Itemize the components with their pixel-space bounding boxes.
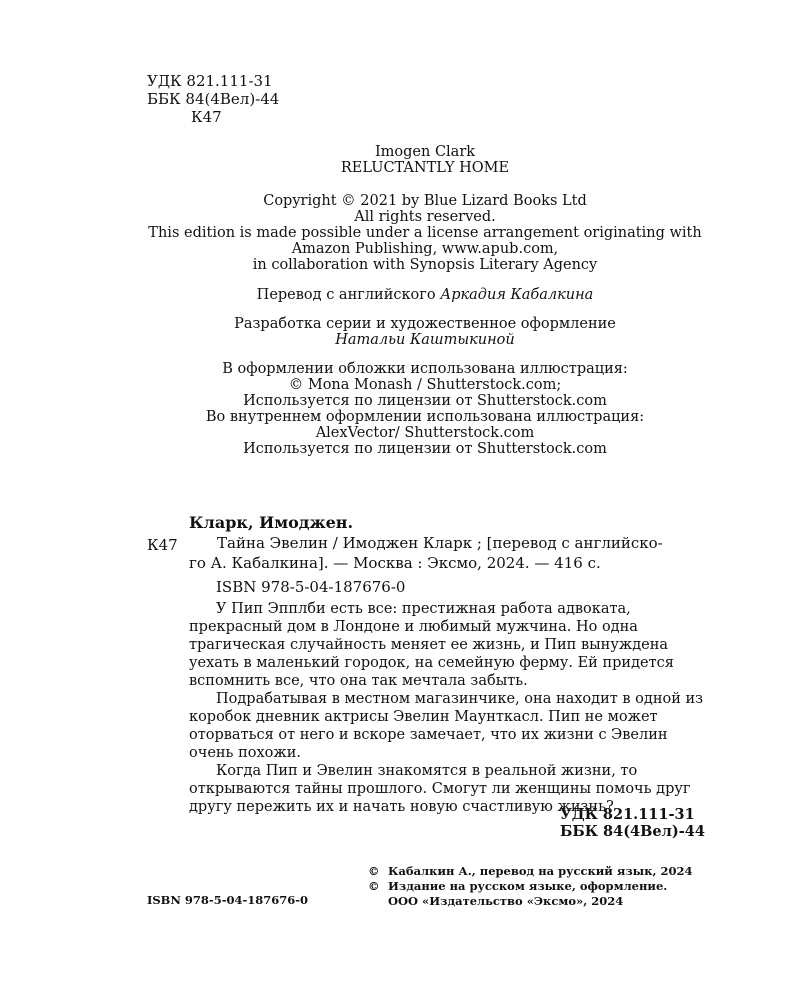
series-design-credit [0, 316, 800, 348]
bbk-code: ББК 84(4Вел)-44 [147, 90, 280, 108]
annotation-paragraph: У Пип Эпплби есть все: престижная работа адвоката, прекрасный дом в Лондоне и любимый мужчина. Но одна трагическая случайность меняет ее жизнь, и Пип вынуждена уехать в маленький городок, на семейную ферму. Ей придется вспомнить все, что она так мечтала забыть. [189, 601, 674, 689]
catalog-isbn: ISBN 978-5-04-187676-0 [216, 578, 406, 596]
copyright-line: ООО «Издательство «Эксмо», 2024 [388, 894, 624, 908]
illustration-line: В оформлении обложки использована иллюстрация: [222, 361, 628, 377]
translation-credit [0, 287, 800, 303]
designer-name: Натальи Каштыкиной [335, 332, 515, 348]
copyright-line: This edition is made possible under a license arrangement originating with [148, 225, 702, 241]
annotation-paragraph: Подрабатывая в местном магазинчике, она находит в одной из коробок дневник актрисы Эвелин Маунткасл. Пип не может оторваться от него и вскоре замечает, что их жизни с Эвелин очень похожи. [189, 691, 704, 761]
annotation-paragraph: Когда Пип и Эвелин знакомятся в реальной жизни, то открываются тайны прошлого. Смогут ли женщины помочь друг другу пережить их и начать новую счастливую жизнь? [189, 763, 691, 815]
copyright-line: Amazon Publishing, www.apub.com, [291, 241, 559, 257]
copyright-line: Copyright © 2021 by Blue Lizard Books Ltd [263, 193, 587, 209]
catalog-line: Тайна Эвелин / Имоджен Кларк ; [перевод с английско- [217, 534, 663, 552]
original-author: Imogen Clark [374, 144, 476, 160]
classification-codes-top [147, 72, 279, 126]
copyright-symbol: © [368, 864, 380, 878]
series-design-label: Разработка серии и художественное оформление [234, 316, 616, 332]
copyright-line: in collaboration with Synopsis Literary Agency [252, 257, 598, 273]
translator-name: Аркадия Кабалкина [440, 287, 594, 303]
author-mark: К47 [191, 108, 222, 126]
catalog-description [189, 533, 709, 573]
annotation [189, 600, 709, 816]
illustration-line: Используется по лицензии от Shutterstock.com [243, 441, 607, 457]
illustration-line: Во внутреннем оформлении использована иллюстрация: [205, 409, 645, 425]
copyright-symbol: © [368, 879, 380, 893]
udk-code: УДК 821.111-31 [560, 806, 695, 823]
illustration-line: © Mona Monash / Shutterstock.com; [288, 377, 562, 393]
illustration-line: Используется по лицензии от Shutterstock.com [243, 393, 607, 409]
translation-prefix: Перевод с английского [256, 287, 441, 303]
catalog-line: го А. Кабалкина]. — Москва : Эксмо, 2024. — 416 с. [189, 554, 601, 572]
isbn-bottom: ISBN 978-5-04-187676-0 [147, 893, 309, 907]
copyright-block [0, 193, 800, 273]
copyright-line: Кабалкин А., перевод на русский язык, 2024 [388, 864, 693, 878]
copyright-line: All rights reserved. [354, 209, 496, 225]
copyright-notice [368, 864, 693, 909]
original-edition [0, 144, 800, 176]
udk-code: УДК 821.111-31 [147, 72, 273, 90]
catalog-author-mark: К47 [147, 536, 178, 554]
illustration-line: AlexVector/ Shutterstock.com [315, 425, 535, 441]
bbk-code: ББК 84(4Вел)-44 [560, 823, 705, 840]
copyright-line: Издание на русском языке, оформление. [388, 879, 668, 893]
illustration-credits [0, 361, 800, 457]
catalog-author-heading: Кларк, Имоджен. [189, 513, 354, 532]
original-title: RELUCTANTLY HOME [340, 160, 510, 176]
classification-codes-bottom [560, 806, 705, 840]
